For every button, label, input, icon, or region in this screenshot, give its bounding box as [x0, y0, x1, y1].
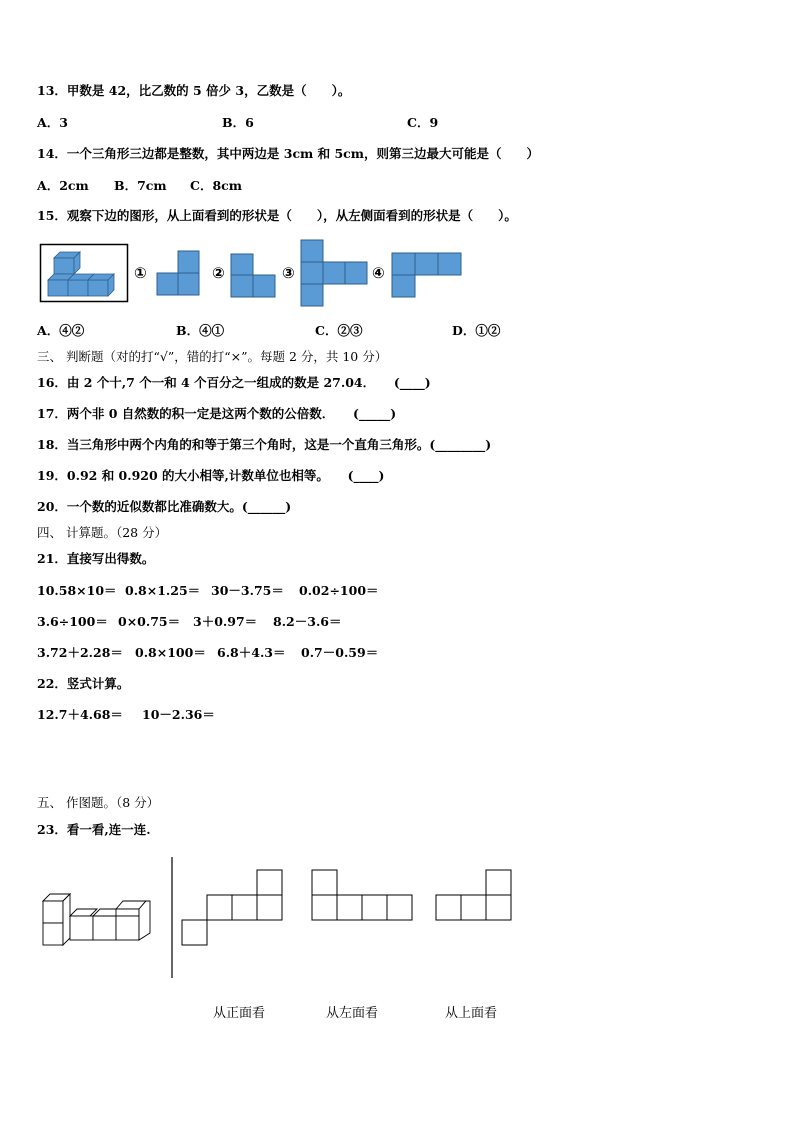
q14-option-a[interactable]: A．2cm — [37, 178, 89, 193]
q15-label-2: ② — [212, 264, 225, 282]
q13-option-b[interactable]: B．6 — [222, 115, 254, 130]
q18-text: 18．当三角形中两个内角的和等于第三个角时，这是一个直角三角形。(________) — [37, 437, 492, 452]
q13-option-c[interactable]: C．9 — [407, 115, 439, 130]
q13-text: 13．甲数是 42，比乙数的 5 倍少 3，乙数是（ ）。 — [37, 83, 351, 98]
q15-label-3: ③ — [282, 264, 295, 282]
q15-option-a[interactable]: A．④② — [37, 323, 85, 338]
view-label-front[interactable]: 从正面看 — [213, 1006, 266, 1021]
view-label-top[interactable]: 从上面看 — [445, 1006, 498, 1021]
calc-item: 30－3.75＝ — [211, 583, 284, 598]
calc-item: 3.72＋2.28＝ — [37, 645, 123, 660]
q15-shape-2 — [230, 254, 276, 298]
q14-text: 14．一个三角形三边都是整数，其中两边是 3cm 和 5cm，则第三边最大可能是（ ） — [37, 146, 540, 161]
calc-item: 0×0.75＝ — [118, 614, 181, 629]
q23-view-shape-a[interactable] — [181, 869, 285, 946]
q15-cube-figure — [40, 244, 128, 302]
calc-item: 0.7－0.59＝ — [301, 645, 379, 660]
q14-option-b[interactable]: B．7cm — [114, 178, 167, 193]
q15-shape-1 — [156, 251, 200, 297]
q15-option-d[interactable]: D．①② — [452, 323, 501, 338]
q15-option-b[interactable]: B．④① — [176, 323, 225, 338]
calc-item: 0.8×1.25＝ — [125, 583, 201, 598]
q15-option-c[interactable]: C．②③ — [315, 323, 363, 338]
q16-text: 16．由 2 个十,7 个一和 4 个百分之一组成的数是 27.04． (____) — [37, 375, 431, 390]
section-5-heading: 五、 作图题。（8 分） — [37, 795, 160, 810]
section-3-heading: 三、 判断题（对的打“√”，错的打“×”。每题 2 分，共 10 分） — [37, 349, 388, 364]
q23-view-shape-b[interactable] — [311, 869, 415, 922]
calc-item: 3＋0.97＝ — [193, 614, 258, 629]
calc-item: 10－2.36＝ — [142, 707, 215, 722]
calc-item: 8.2－3.6＝ — [273, 614, 342, 629]
section-4-heading: 四、 计算题。（28 分） — [37, 525, 168, 540]
calc-item: 0.8×100＝ — [135, 645, 206, 660]
calc-item: 10.58×10＝ — [37, 583, 117, 598]
q23-cube-figure — [42, 893, 154, 948]
calc-item: 0.02÷100＝ — [299, 583, 379, 598]
q15-shape-3 — [300, 239, 370, 307]
view-label-left[interactable]: 从左面看 — [326, 1006, 379, 1021]
calc-item: 6.8＋4.3＝ — [217, 645, 286, 660]
q20-text: 20．一个数的近似数都比准确数大。(______) — [37, 499, 292, 514]
q23-divider — [170, 857, 174, 979]
q15-shape-4 — [391, 252, 463, 300]
q15-label-4: ④ — [372, 264, 385, 282]
q21-text: 21．直接写出得数。 — [37, 551, 155, 566]
q15-label-1: ① — [134, 264, 147, 282]
q13-option-a[interactable]: A．3 — [37, 115, 68, 130]
isometric-cubes — [48, 252, 114, 296]
q22-text: 22．竖式计算。 — [37, 676, 130, 691]
q14-option-c[interactable]: C．8cm — [190, 178, 242, 193]
q19-text: 19．0.92 和 0.920 的大小相等,计数单位也相等。 (____) — [37, 468, 385, 483]
q15-text: 15．观察下边的图形，从上面看到的形状是（ ），从左侧面看到的形状是（ ）。 — [37, 208, 517, 223]
calc-item: 12.7＋4.68＝ — [37, 707, 123, 722]
q17-text: 17．两个非 0 自然数的积一定是这两个数的公倍数． (_____) — [37, 406, 397, 421]
q23-text: 23．看一看,连一连. — [37, 822, 151, 837]
calc-item: 3.6÷100＝ — [37, 614, 108, 629]
q23-view-shape-c[interactable] — [435, 869, 515, 922]
